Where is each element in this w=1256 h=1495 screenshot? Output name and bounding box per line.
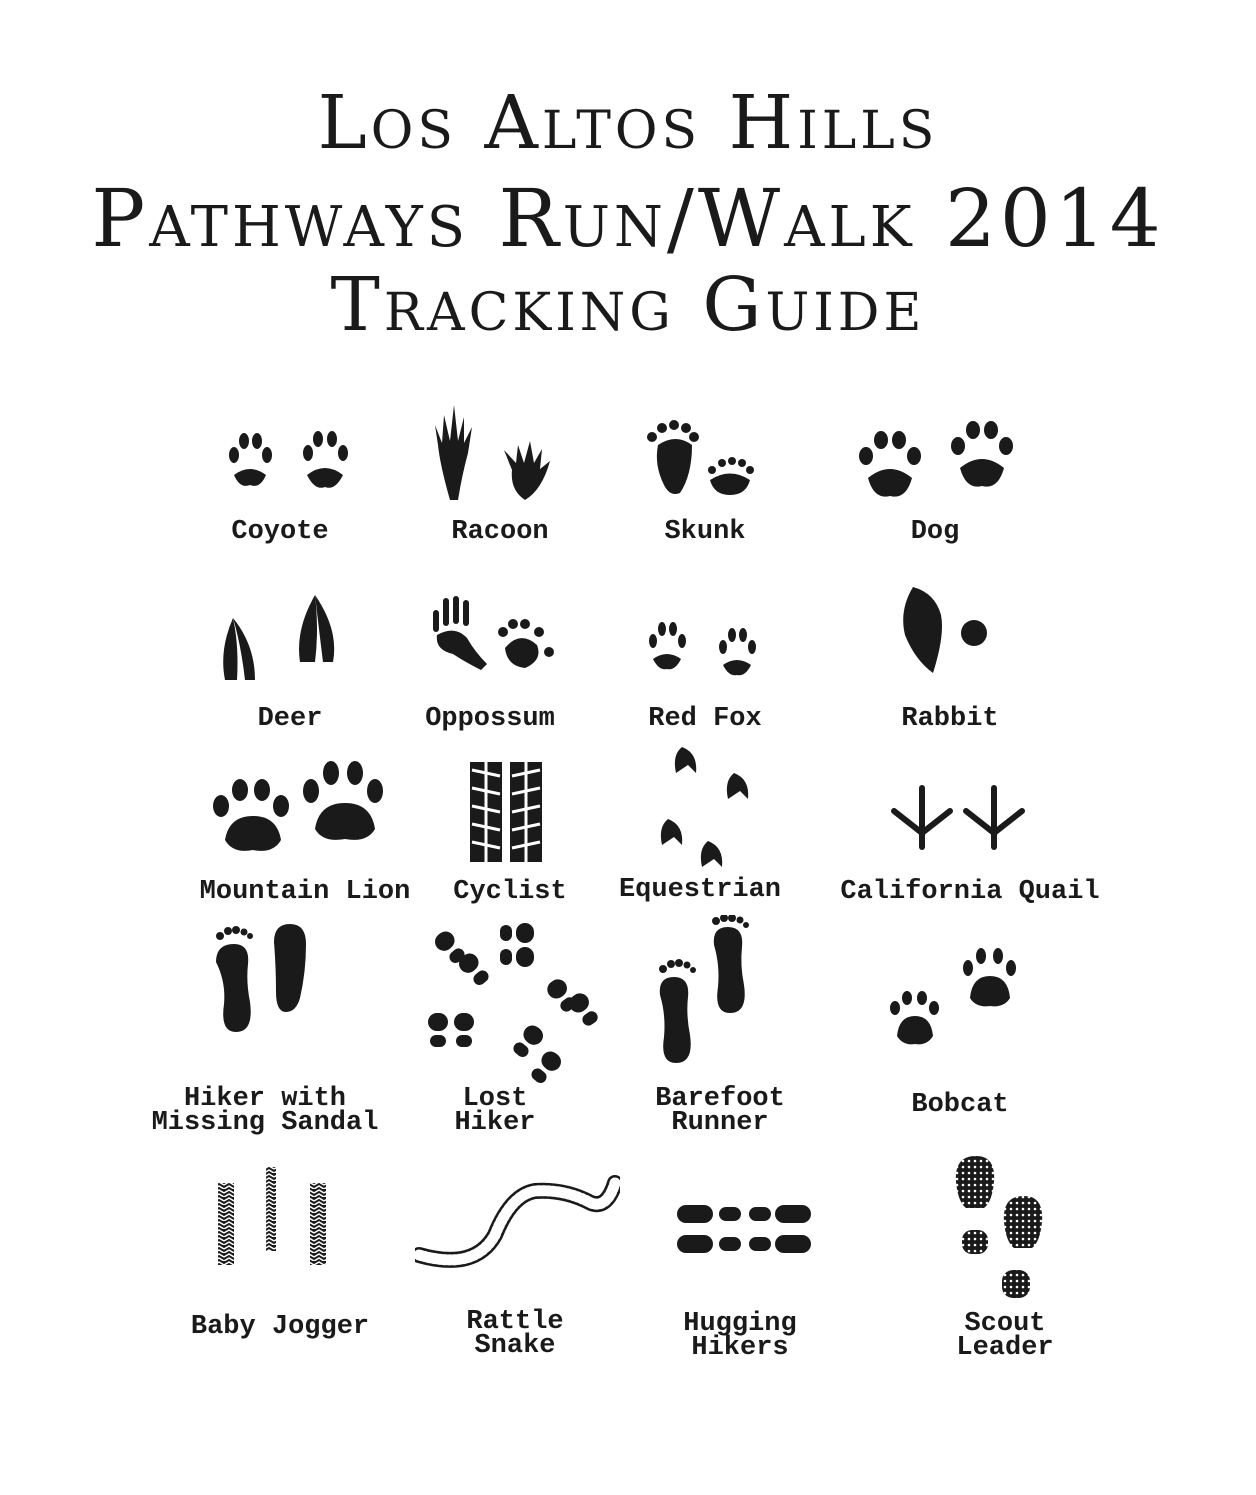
dog-tracks-icon [850, 405, 1030, 505]
track-label-deer: Deer [257, 704, 323, 734]
deer-tracks-icon [215, 590, 360, 690]
track-label-barefoot-runner: Barefoot Runner [655, 1084, 785, 1138]
hiker-missing-sandal-tracks-icon [210, 922, 315, 1037]
track-label-equestrian: Equestrian [618, 875, 782, 905]
track-label-bobcat: Bobcat [911, 1090, 1009, 1120]
oppossum-tracks-icon [425, 590, 565, 680]
title-line-2: Pathways Run/Walk 2014 [91, 172, 1165, 265]
track-label-california-quail: California Quail [840, 877, 1100, 907]
track-label-red-fox: Red Fox [648, 704, 762, 734]
bobcat-tracks-icon [885, 938, 1030, 1053]
track-label-hugging-hikers: Hugging Hikers [683, 1309, 797, 1363]
barefoot-runner-tracks-icon [652, 915, 772, 1065]
track-label-dog: Dog [910, 517, 960, 547]
track-label-mountain-lion: Mountain Lion [199, 877, 411, 907]
lost-hiker-tracks-icon [420, 915, 600, 1085]
rabbit-tracks-icon [895, 585, 995, 680]
track-label-cyclist: Cyclist [453, 877, 567, 907]
california-quail-tracks-icon [888, 783, 1030, 853]
title-line-1: Los Altos Hills [317, 80, 939, 166]
baby-jogger-tracks-icon [214, 1165, 332, 1270]
track-label-oppossum: Oppossum [425, 704, 555, 734]
red-fox-tracks-icon [635, 605, 775, 685]
track-label-baby-jogger: Baby Jogger [190, 1312, 370, 1342]
track-label-scout-leader: Scout Leader [956, 1309, 1054, 1363]
coyote-tracks-icon [215, 415, 365, 495]
track-label-hiker-missing-sandal: Hiker with Missing Sandal [151, 1084, 379, 1138]
skunk-tracks-icon [640, 415, 770, 500]
hugging-hikers-tracks-icon [675, 1195, 815, 1265]
track-label-lost-hiker: Lost Hiker [454, 1084, 536, 1138]
racoon-tracks-icon [430, 405, 570, 505]
track-label-racoon: Racoon [451, 517, 549, 547]
equestrian-tracks-icon [652, 745, 752, 870]
track-label-coyote: Coyote [231, 517, 329, 547]
mountain-lion-tracks-icon [205, 745, 390, 860]
track-label-rattle-snake: Rattle Snake [466, 1307, 564, 1361]
cyclist-tracks-icon [468, 762, 546, 862]
scout-leader-tracks-icon [948, 1152, 1053, 1302]
title-line-3: Tracking Guide [330, 262, 926, 348]
rattle-snake-tracks-icon [415, 1175, 620, 1275]
track-label-rabbit: Rabbit [901, 704, 999, 734]
track-label-skunk: Skunk [664, 517, 746, 547]
